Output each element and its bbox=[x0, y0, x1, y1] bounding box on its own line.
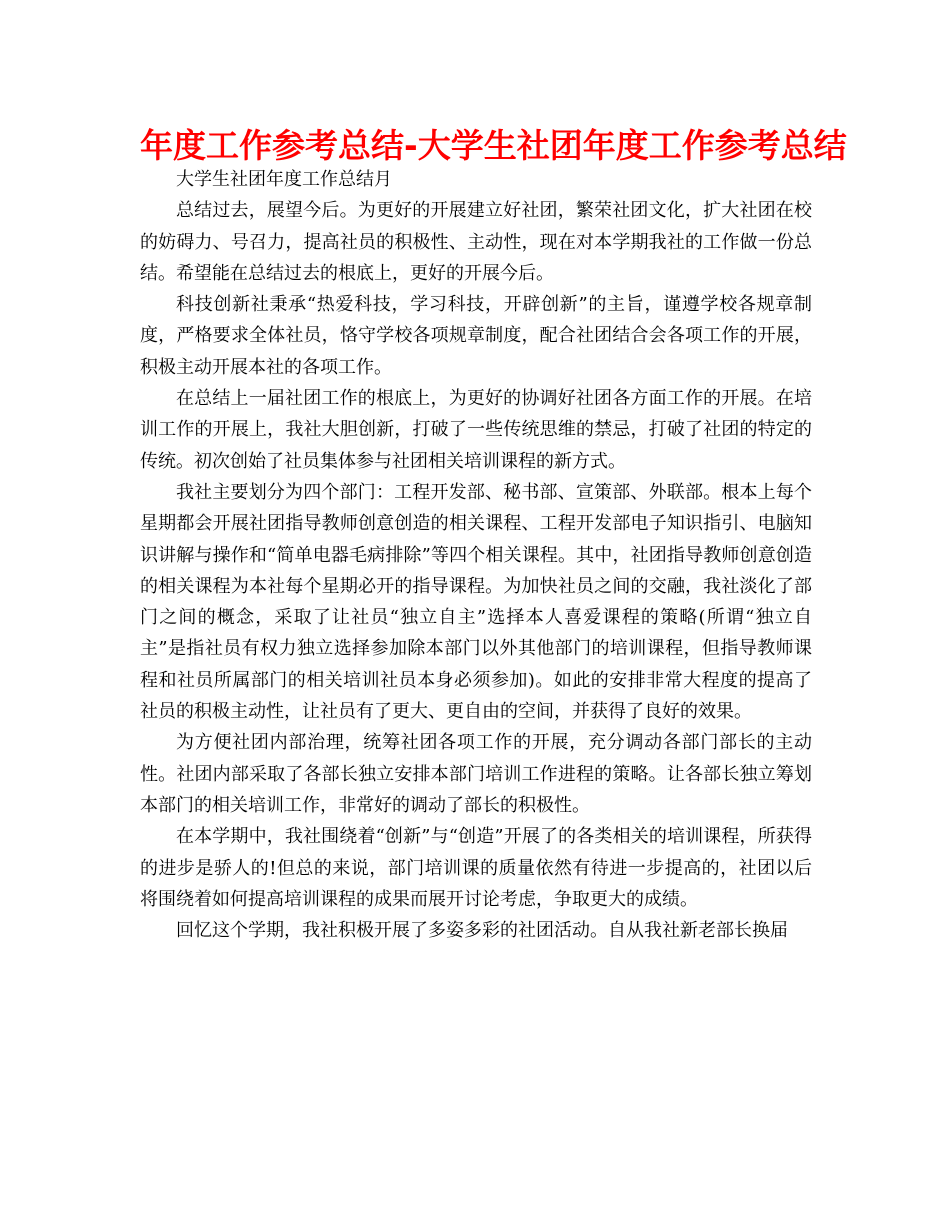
paragraph-2: 科技创新社秉承“热爱科技，学习科技，开辟创新”的主旨，谨遵学校各规章制度，严格要求全体社员，恪守学校各项规章制度，配合社团结合会各项工作的开展，积极主动开展本社的各项工作。 bbox=[140, 294, 812, 378]
paragraph-1: 总结过去，展望今后。为更好的开展建立好社团，繁荣社团文化，扩大社团在校的妨碍力、号召力，提高社员的积极性、主动性，现在对本学期我社的工作做一份总结。希望能在总结过去的根底上，更好的开展今后。 bbox=[140, 200, 812, 284]
paragraph-5: 为方便社团内部治理，统筹社团各项工作的开展，充分调动各部门部长的主动性。社团内部采取了各部长独立安排本部门培训工作进程的策略。让各部长独立筹划本部门的相关培训工作，非常好的调动了部长的积极性。 bbox=[140, 732, 812, 816]
paragraph-6: 在本学期中，我社围绕着“创新”与“创造”开展了的各类相关的培训课程，所获得的进步是骄人的!但总的来说，部门培训课的质量依然有待进一步提高的，社团以后将围绕着如何提高培训课程的成果而展开讨论考虑，争取更大的成绩。 bbox=[140, 826, 812, 910]
paragraph-4: 我社主要划分为四个部门：工程开发部、秘书部、宣策部、外联部。根本上每个星期都会开展社团指导教师创意创造的相关课程、工程开发部电子知识指引、电脑知识讲解与操作和“简单电器毛病排除”等四个相关课程。其中，社团指导教师创意创造的相关课程为本社每个星期必开的指导课程。为加快社员之间的交融，我社淡化了部门之间的概念，采取了让社员“独立自主”选择本人喜爱课程的策略(所谓“独立自主”是指社员有权力独立选择参加除本部门以外其他部门的培训课程，但指导教师课程和社员所属部门的相关培训社员本身必须参加)。如此的安排非常大程度的提高了社员的积极主动性，让社员有了更大、更自由的空间，并获得了良好的效果。 bbox=[140, 481, 812, 723]
document-title: 年度工作参考总结-大学生社团年度工作参考总结 bbox=[140, 126, 847, 165]
paragraph-7: 回忆这个学期，我社积极开展了多姿多彩的社团活动。自从我社新老部长换届 bbox=[176, 920, 788, 942]
paragraph-3: 在总结上一届社团工作的根底上，为更好的协调好社团各方面工作的开展。在培训工作的开展上，我社大胆创新，打破了一些传统思维的禁忌，打破了社团的特定的传统。初次创始了社员集体参与社团相关培训课程的新方式。 bbox=[140, 388, 812, 472]
document-body bbox=[140, 164, 812, 946]
document-subtitle: 大学生社团年度工作总结月 bbox=[176, 169, 392, 190]
